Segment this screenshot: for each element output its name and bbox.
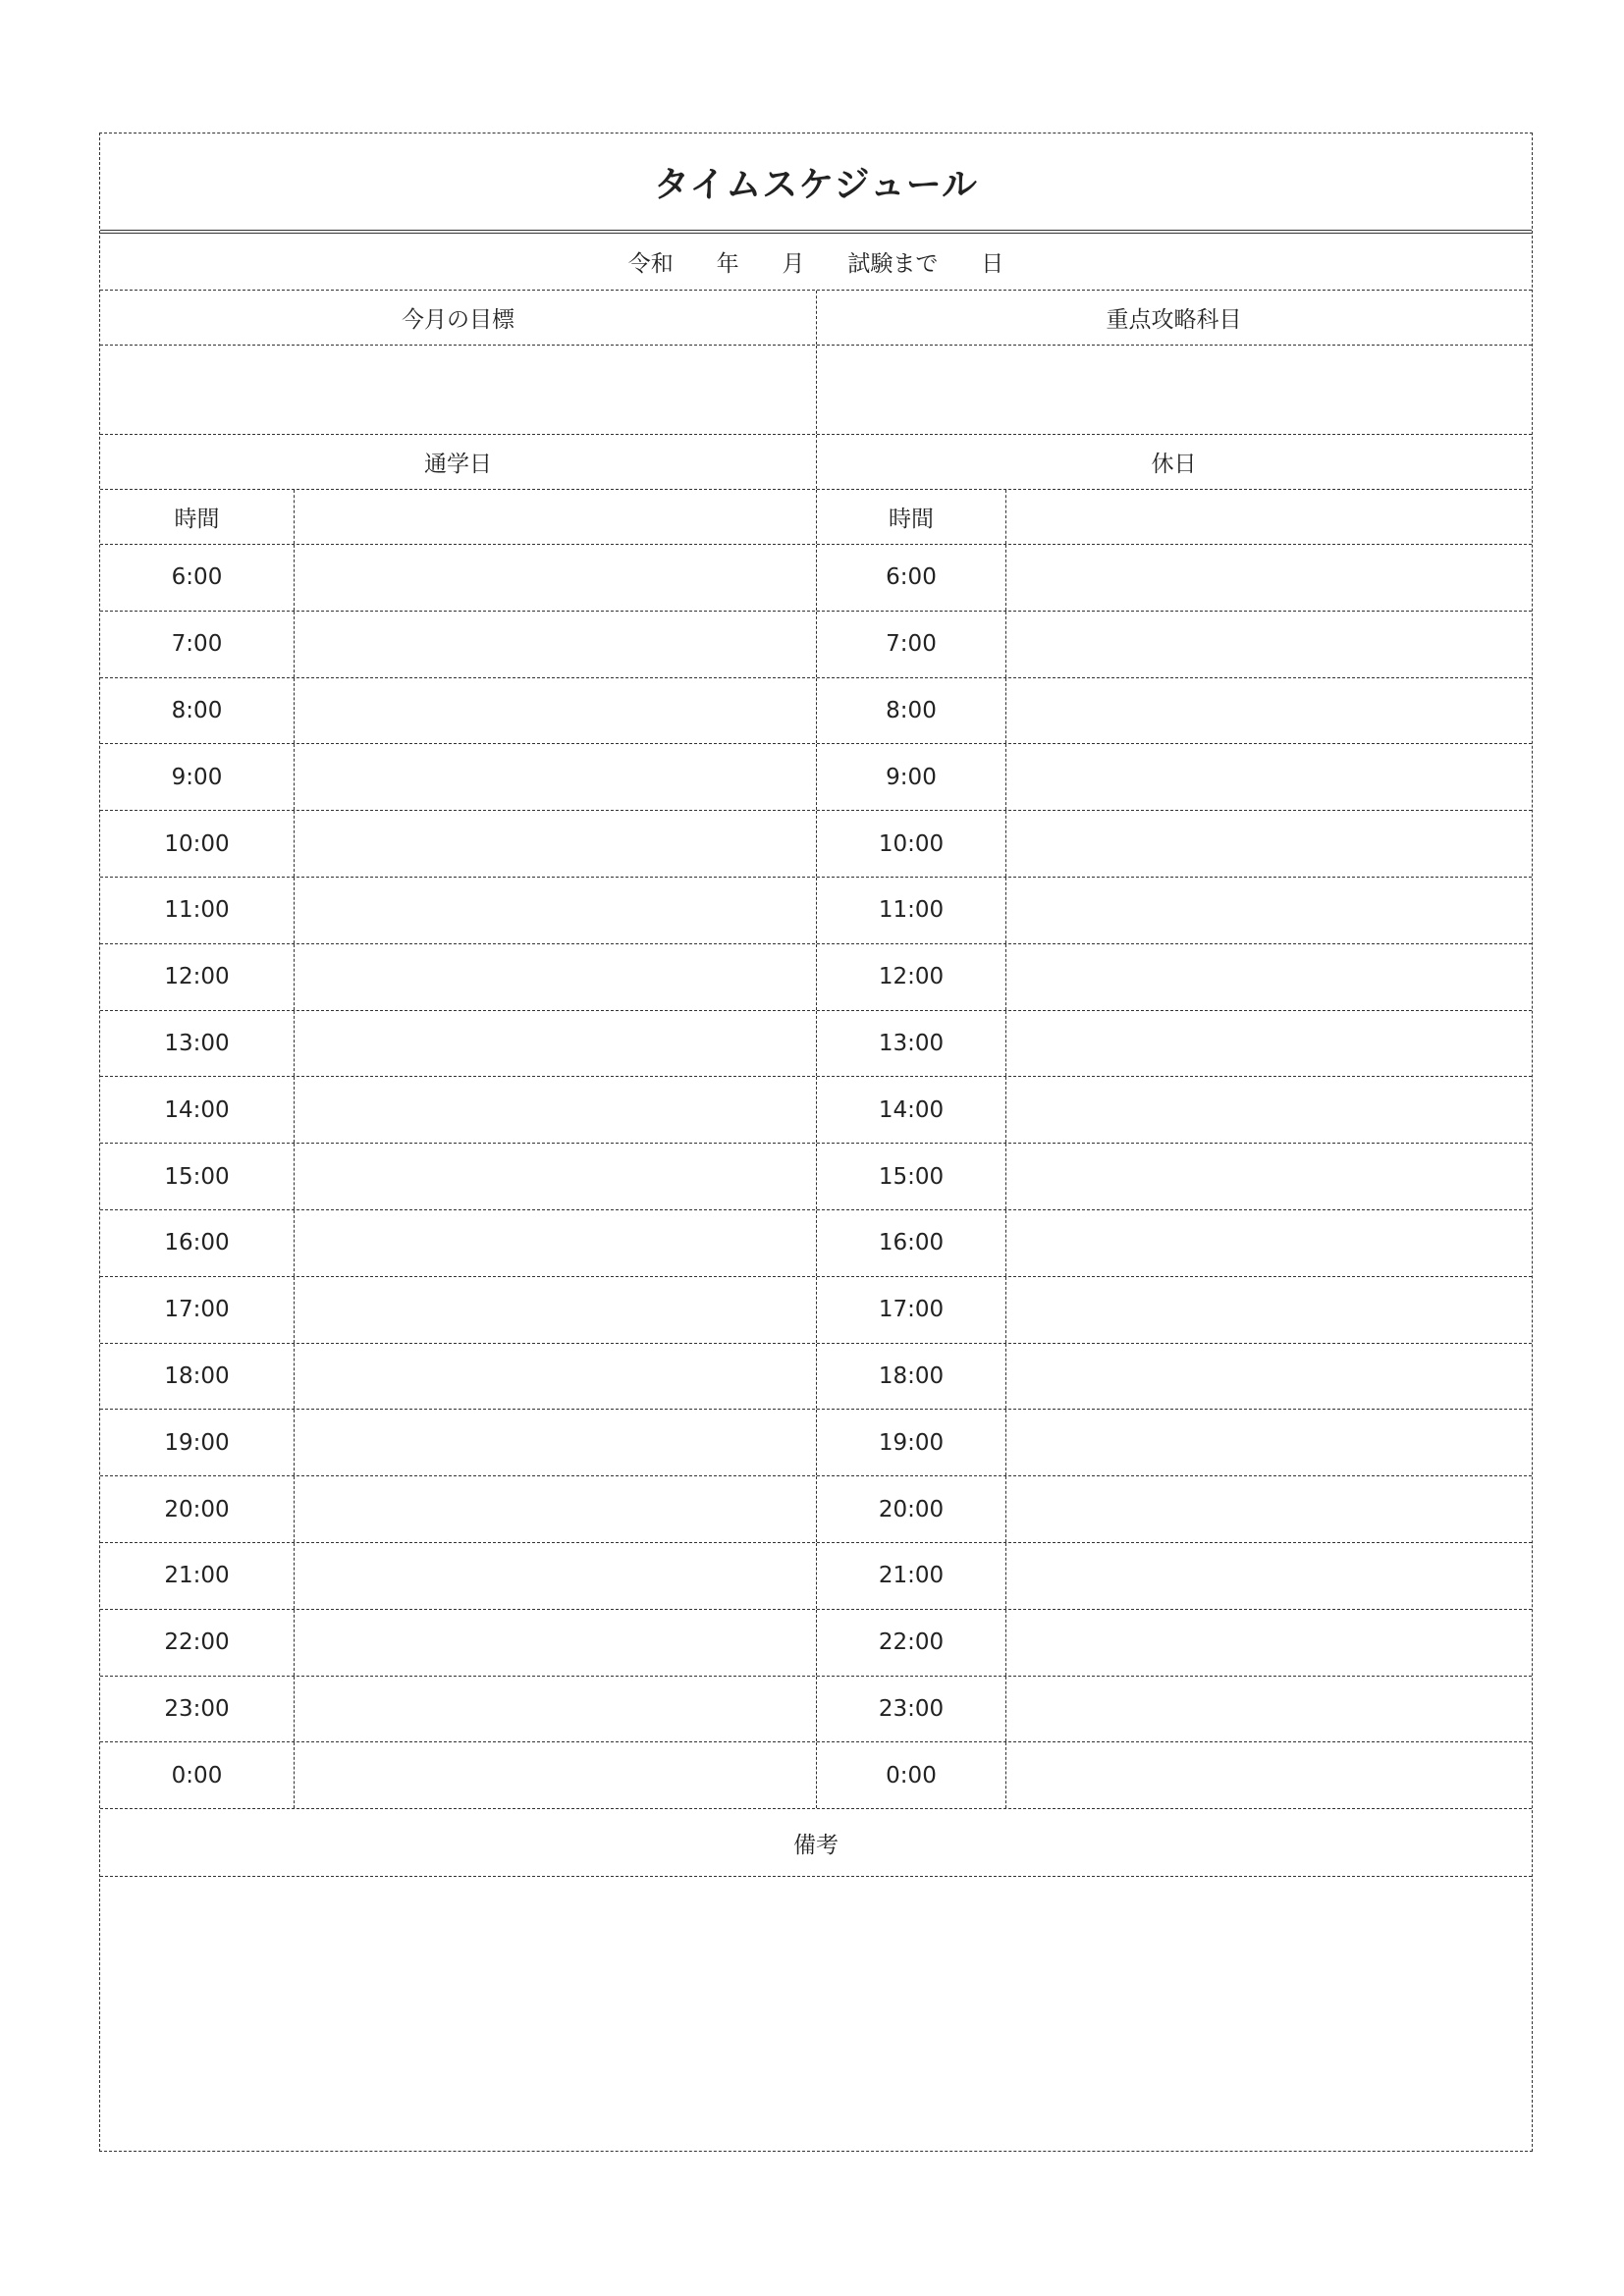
page-title: タイムスケジュール [653,164,979,205]
school-time-label: 17:00 [100,1277,295,1343]
school-time-label: 21:00 [100,1543,295,1609]
school-time-label: 9:00 [100,744,295,810]
school-time-label: 15:00 [100,1144,295,1209]
school-plan-cell[interactable] [295,1476,817,1542]
goals-entry-row [100,346,1532,435]
time-row [100,1077,1532,1144]
holiday-time-label: 15:00 [817,1144,1006,1209]
goals-header: 今月の目標 [100,291,817,345]
school-time-label: 10:00 [100,811,295,877]
time-row [100,1344,1532,1411]
time-row [100,1144,1532,1210]
school-plan-cell[interactable] [295,1610,817,1676]
school-time-label: 16:00 [100,1210,295,1276]
school-plan-cell[interactable] [295,678,817,744]
date-row [100,234,1532,291]
time-row [100,1277,1532,1344]
school-time-label: 0:00 [100,1742,295,1808]
holiday-plan-header [1006,490,1531,544]
focus-subjects-entry[interactable] [817,346,1531,434]
school-plan-cell[interactable] [295,1277,817,1343]
holiday-plan-cell[interactable] [1006,1077,1531,1143]
time-row [100,744,1532,811]
time-row [100,545,1532,612]
notes-header-row [100,1809,1532,1877]
school-plan-cell[interactable] [295,944,817,1010]
holiday-plan-cell[interactable] [1006,878,1531,943]
school-plan-cell[interactable] [295,1144,817,1209]
notes-entry[interactable] [100,1877,1532,2151]
goals-header-row [100,291,1532,346]
holiday-plan-cell[interactable] [1006,1410,1531,1475]
time-row [100,1210,1532,1277]
date-month: 月 [782,251,805,277]
school-plan-header [295,490,817,544]
holiday-plan-cell[interactable] [1006,1011,1531,1077]
holiday-plan-cell[interactable] [1006,1277,1531,1343]
school-plan-cell[interactable] [295,1210,817,1276]
time-row [100,944,1532,1011]
holiday-plan-cell[interactable] [1006,811,1531,877]
school-time-label: 12:00 [100,944,295,1010]
school-time-label: 18:00 [100,1344,295,1410]
holiday-time-label: 6:00 [817,545,1006,611]
holiday-time-label: 12:00 [817,944,1006,1010]
school-time-label: 22:00 [100,1610,295,1676]
holiday-time-label: 13:00 [817,1011,1006,1077]
holiday-plan-cell[interactable] [1006,744,1531,810]
time-row [100,811,1532,878]
school-time-label: 8:00 [100,678,295,744]
holiday-time-label: 7:00 [817,612,1006,677]
schedule-sheet [99,133,1533,2152]
holiday-plan-cell[interactable] [1006,1476,1531,1542]
school-time-label: 23:00 [100,1677,295,1742]
school-plan-cell[interactable] [295,1742,817,1808]
holiday-plan-cell[interactable] [1006,1210,1531,1276]
school-plan-cell[interactable] [295,1410,817,1475]
holiday-plan-cell[interactable] [1006,1543,1531,1609]
school-time-label: 7:00 [100,612,295,677]
holiday-plan-cell[interactable] [1006,1344,1531,1410]
time-row [100,1410,1532,1476]
holiday-plan-cell[interactable] [1006,944,1531,1010]
time-rows [100,545,1532,1809]
time-row [100,1610,1532,1677]
school-plan-cell[interactable] [295,612,817,677]
school-time-header: 時間 [100,490,295,544]
date-until-exam: 試験まで [847,251,939,277]
school-plan-cell[interactable] [295,1077,817,1143]
holiday-time-label: 23:00 [817,1677,1006,1742]
holiday-plan-cell[interactable] [1006,1610,1531,1676]
goals-entry[interactable] [100,346,817,434]
time-row [100,1677,1532,1743]
school-time-label: 13:00 [100,1011,295,1077]
notes-header: 備考 [793,1832,839,1858]
school-time-label: 20:00 [100,1476,295,1542]
time-row [100,612,1532,678]
holiday-time-label: 22:00 [817,1610,1006,1676]
school-plan-cell[interactable] [295,1011,817,1077]
holiday-time-label: 21:00 [817,1543,1006,1609]
school-plan-cell[interactable] [295,1543,817,1609]
date-year: 年 [716,251,739,277]
title-box [100,133,1532,234]
holiday-time-label: 14:00 [817,1077,1006,1143]
school-plan-cell[interactable] [295,744,817,810]
holiday-time-label: 18:00 [817,1344,1006,1410]
school-plan-cell[interactable] [295,811,817,877]
school-time-label: 6:00 [100,545,295,611]
school-day-header: 通学日 [100,435,817,489]
school-time-label: 14:00 [100,1077,295,1143]
holiday-time-label: 19:00 [817,1410,1006,1475]
time-row [100,678,1532,745]
holiday-time-label: 8:00 [817,678,1006,744]
time-row [100,1742,1532,1809]
holiday-time-label: 11:00 [817,878,1006,943]
school-plan-cell[interactable] [295,545,817,611]
holiday-plan-cell[interactable] [1006,678,1531,744]
holiday-time-label: 10:00 [817,811,1006,877]
date-era: 令和 [627,251,674,277]
holiday-time-header: 時間 [817,490,1006,544]
day-type-row [100,435,1532,490]
holiday-plan-cell[interactable] [1006,1144,1531,1209]
focus-subjects-header: 重点攻略科目 [1106,307,1242,333]
date-day: 日 [981,251,1004,277]
holiday-time-label: 16:00 [817,1210,1006,1276]
time-header-row [100,490,1532,545]
date-line [100,234,1532,290]
holiday-plan-cell[interactable] [1006,1742,1531,1808]
school-plan-cell[interactable] [295,1677,817,1742]
time-row [100,1476,1532,1543]
holiday-plan-cell[interactable] [1006,1677,1531,1742]
school-plan-cell[interactable] [295,878,817,943]
time-row [100,1543,1532,1610]
school-plan-cell[interactable] [295,1344,817,1410]
holiday-time-label: 20:00 [817,1476,1006,1542]
school-time-label: 11:00 [100,878,295,943]
holiday-header: 休日 [1151,452,1197,477]
holiday-plan-cell[interactable] [1006,545,1531,611]
holiday-plan-cell[interactable] [1006,612,1531,677]
time-row [100,878,1532,944]
time-row [100,1011,1532,1078]
holiday-time-label: 0:00 [817,1742,1006,1808]
school-time-label: 19:00 [100,1410,295,1475]
holiday-time-label: 17:00 [817,1277,1006,1343]
holiday-time-label: 9:00 [817,744,1006,810]
